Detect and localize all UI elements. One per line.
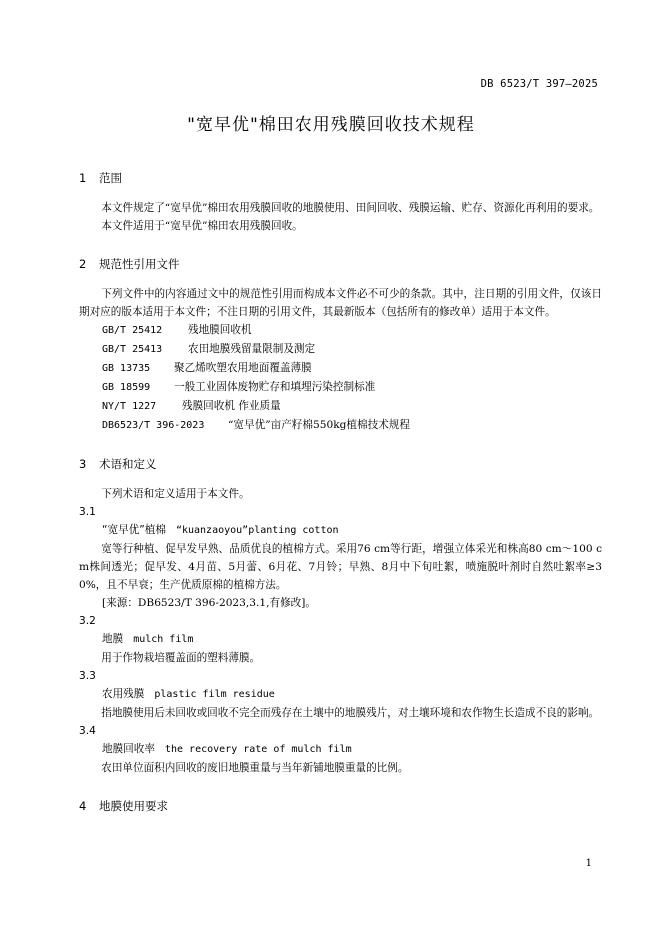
term-number: 3.3 — [79, 670, 96, 682]
term-definition: 宽等行种植、促早发早熟、品质优良的植棉方式。采用76 cm等行距，增强立体采光和株高80 cm～100 cm株间透光；促早发、4月苗、5月蕾、6月花、7月铃；早熟、8月中下旬吐絮，喷施脱叶剂时自然吐絮率≥30%，且不早衰；生产优质原棉的植棉方法。 — [79, 543, 602, 591]
term-definition: 指地膜使用后未回收或回收不完全而残存在土壤中的地膜残片，对土壤环境和农作物生长造成不良的影响。 — [101, 707, 600, 719]
term-zh: 地膜回收率 — [102, 743, 155, 755]
reference-name: 残地膜回收机 — [188, 324, 252, 336]
term-number: 3.1 — [79, 506, 96, 518]
term-zh: 地膜 — [102, 633, 124, 645]
reference-code: DB6523/T 396-2023 — [102, 420, 205, 431]
section-heading-normative-refs — [79, 255, 602, 273]
term-name — [79, 685, 602, 704]
reference-code: GB 13735 — [102, 363, 151, 374]
reference-item — [79, 397, 602, 416]
term-en: “kuanzaoyou”planting cotton — [175, 525, 339, 536]
term-number: 3.4 — [79, 725, 96, 737]
reference-name: 一般工业固体废物贮存和填埋污染控制标准 — [174, 381, 376, 393]
paragraph: 本文件适用于“宽早优”棉田农用残膜回收。 — [101, 220, 303, 232]
term-zh: 农用残膜 — [102, 688, 145, 700]
reference-name: 农田地膜残留量限制及测定 — [188, 343, 316, 355]
reference-code: NY/T 1227 — [102, 401, 157, 412]
term-source: [来源：DB6523/T 396-2023,3.1,有修改]。 — [102, 597, 317, 609]
page-number: 1 — [585, 858, 592, 869]
document-body — [79, 169, 602, 815]
standard-code: DB 6523/T 397—2025 — [480, 78, 598, 90]
paragraph: 下列文件中的内容通过文中的规范性引用而构成本文件必不可少的条款。其中，注日期的引用文件，仅该日期对应的版本适用于本文件；不注日期的引用文件，其最新版本（包括所有的修改单）适用于本文件。 — [79, 288, 602, 318]
term-en: plastic film residue — [154, 689, 275, 700]
reference-item — [79, 340, 602, 359]
section-number: 2 — [79, 257, 87, 271]
term-definition: 农田单位面积内回收的废旧地膜重量与当年新铺地膜重量的比例。 — [101, 762, 409, 774]
section-number: 4 — [79, 799, 87, 813]
term-en: mulch film — [133, 634, 194, 645]
section-number: 1 — [79, 171, 87, 185]
section-heading-film-use — [79, 797, 602, 815]
section-title: 规范性引用文件 — [99, 257, 180, 271]
term-name — [79, 521, 602, 540]
reference-item — [79, 416, 602, 435]
paragraph: 下列术语和定义适用于本文件。 — [101, 488, 250, 500]
paragraph: 本文件规定了“宽早优”棉田农用残膜回收的地膜使用、田间回收、残膜运输、贮存、资源化再利用的要求。 — [101, 202, 600, 214]
section-number: 3 — [79, 457, 87, 471]
reference-item — [79, 321, 602, 340]
section-title: 地膜使用要求 — [99, 799, 168, 813]
term-number: 3.2 — [79, 615, 96, 627]
document-title: "宽早优"棉田农用残膜回收技术规程 — [187, 115, 475, 135]
reference-name: “宽早优”亩产籽棉550kg植棉技术规程 — [228, 419, 410, 431]
term-name — [79, 630, 602, 649]
term-zh: “宽早优”植棉 — [102, 524, 166, 536]
reference-item — [79, 359, 602, 378]
term-definition: 用于作物栽培覆盖面的塑料薄膜。 — [101, 652, 261, 664]
reference-name: 残膜回收机 作业质量 — [182, 400, 281, 412]
reference-code: GB/T 25413 — [102, 344, 163, 355]
term-name — [79, 740, 602, 759]
reference-name: 聚乙烯吹塑农用地面覆盖薄膜 — [174, 362, 312, 374]
section-heading-terms — [79, 455, 602, 473]
term-en: the recovery rate of mulch film — [164, 744, 352, 755]
section-title: 范围 — [99, 171, 122, 185]
reference-item — [79, 378, 602, 397]
reference-code: GB 18599 — [102, 382, 151, 393]
section-heading-scope — [79, 169, 602, 187]
section-title: 术语和定义 — [99, 457, 157, 471]
reference-code: GB/T 25412 — [102, 325, 163, 336]
